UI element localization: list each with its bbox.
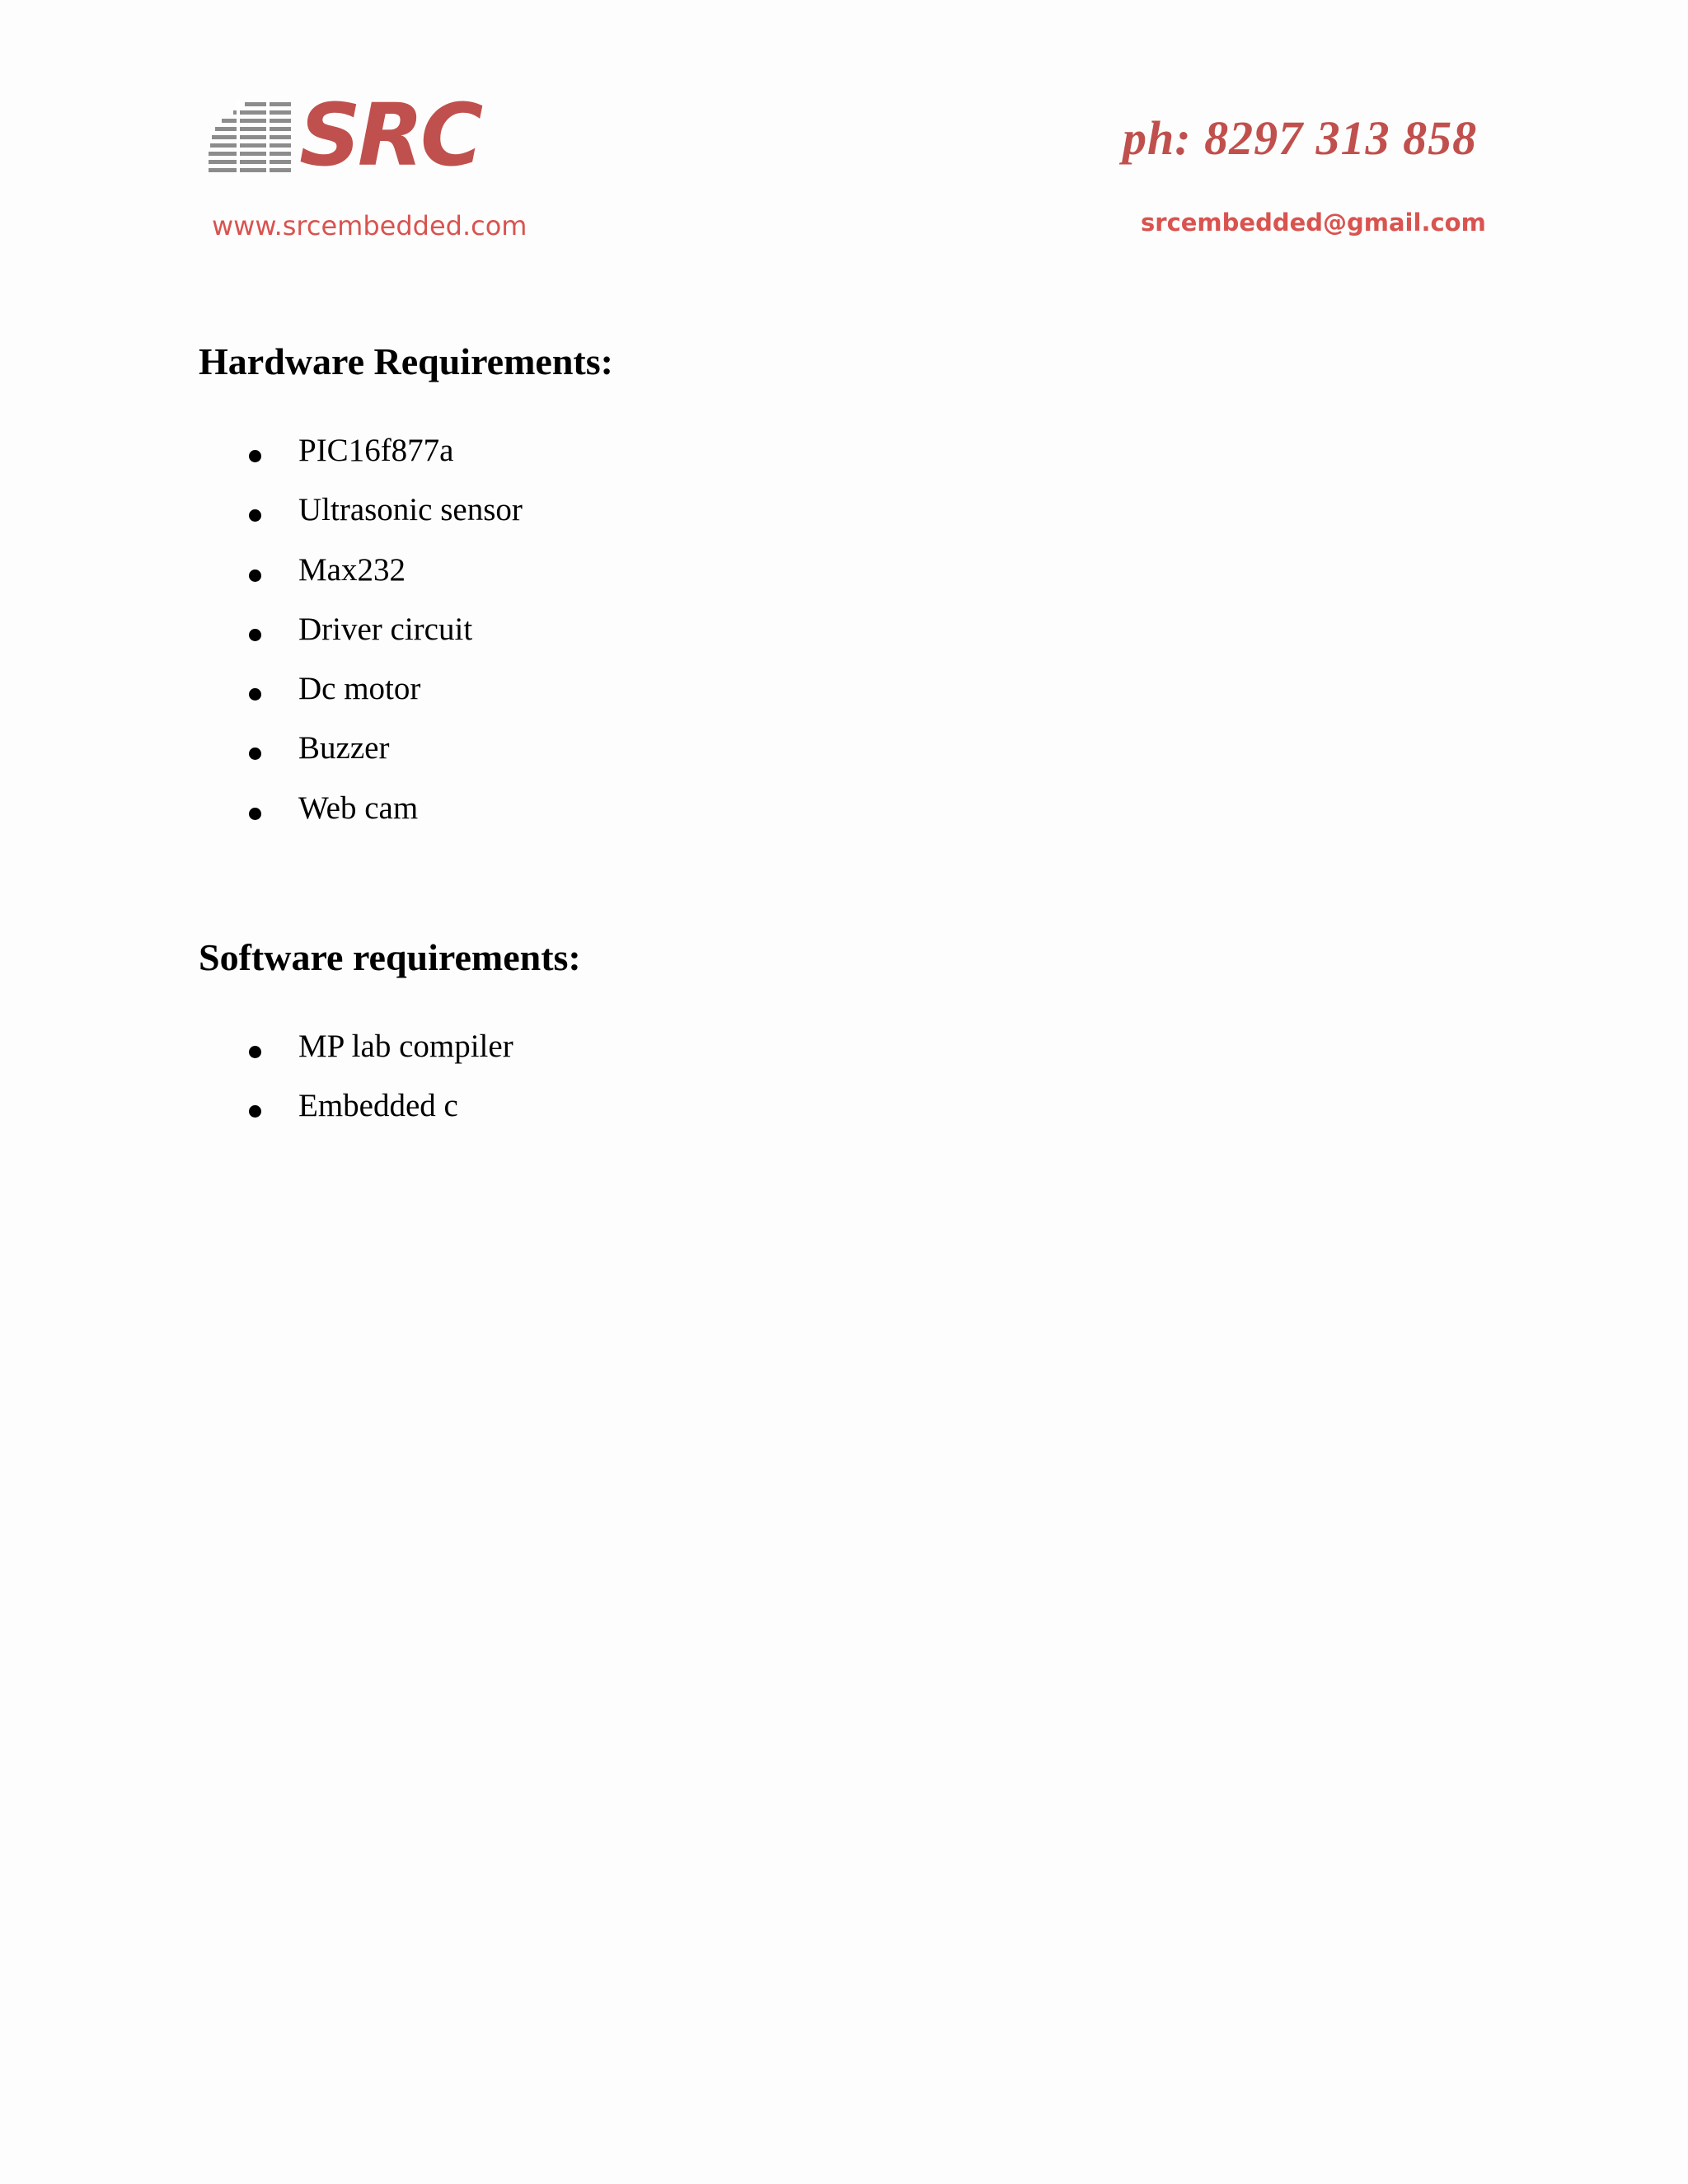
- list-item-text: MP lab compiler: [298, 1029, 513, 1064]
- email-link[interactable]: srcembedded@gmail.com: [1141, 209, 1486, 237]
- bullet-icon: [249, 569, 261, 582]
- bullet-icon: [249, 1105, 261, 1118]
- list-item-text: PIC16f877a: [298, 433, 454, 468]
- list-item-text: Max232: [298, 551, 406, 588]
- list-item-text: Embedded c: [298, 1088, 458, 1124]
- list-item-text: Ultrasonic sensor: [298, 492, 523, 528]
- logo-text: SRC: [299, 85, 481, 185]
- src-logo: [202, 85, 482, 185]
- bullet-icon: [249, 629, 261, 641]
- bullet-icon: [249, 688, 261, 701]
- list-item-text: Buzzer: [298, 730, 390, 766]
- list-item-text: Dc motor: [298, 671, 421, 707]
- list-item-text: Web cam: [298, 790, 419, 826]
- bullet-icon: [249, 748, 261, 760]
- bullet-icon: [249, 450, 261, 462]
- phone-number: ph: 8297 313 858: [1123, 111, 1478, 165]
- list-item-text: Driver circuit: [298, 611, 473, 647]
- bullet-icon: [249, 808, 261, 820]
- website-link[interactable]: www.srcembedded.com: [212, 210, 528, 241]
- header-right: [1104, 97, 1500, 254]
- bullet-icon: [249, 1046, 261, 1058]
- hardware-requirements-heading: Hardware Requirements:: [199, 340, 613, 382]
- bullet-icon: [249, 509, 261, 522]
- header-left: [202, 85, 565, 254]
- software-requirements-heading: Software requirements:: [199, 936, 581, 978]
